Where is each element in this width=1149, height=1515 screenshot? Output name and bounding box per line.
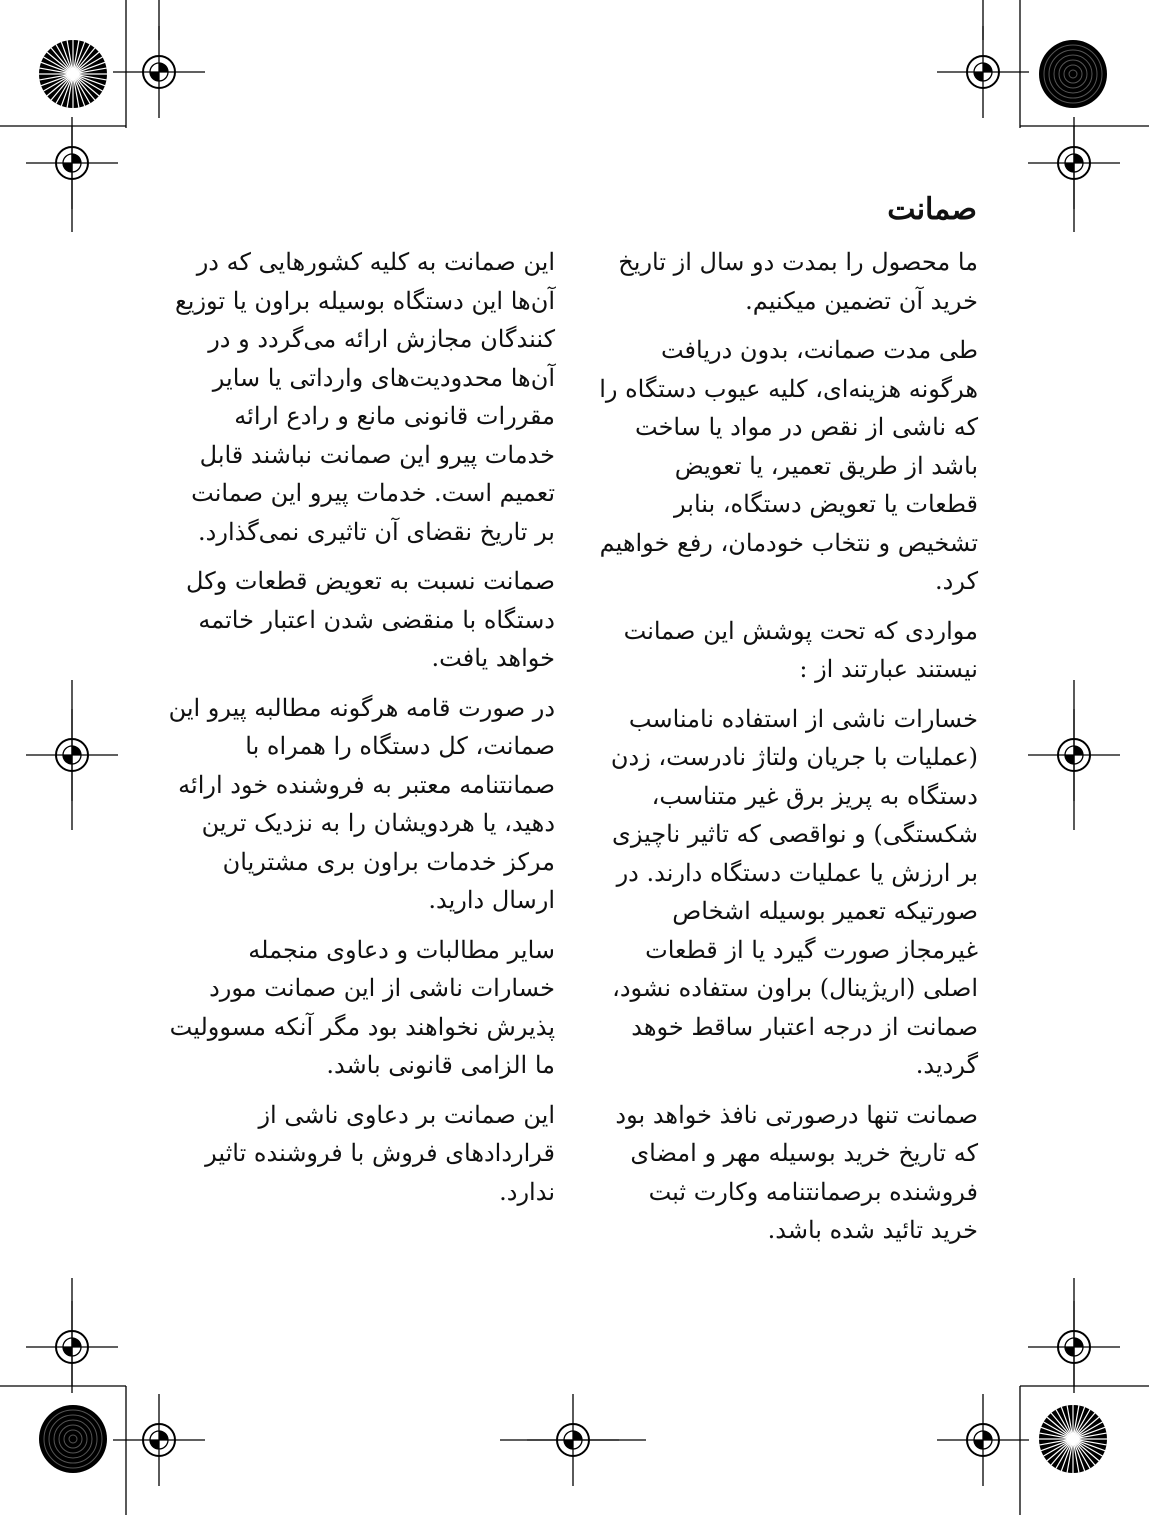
registration-mark-icon xyxy=(113,1394,205,1486)
registration-mark-icon xyxy=(937,1394,1029,1486)
paragraph: خسارات ناشی از استفاده نامناسب (عملیات با جریان ولتاژ نادرست، زدن دستگاه به پریز برق غیر متناسب، شکستگی) و نواقصی که تاثیر ناچیزی بر ارزش یا عملیات دستگاه دارند. در صورتیکه تعمیر بوسیله اشخاص غیرمجاز صورت گیرد یا از قطعات اصلی (اریژینال) براون ستفاده نشود، صمانت از درجه اعتبار ساقط خوهد گردید. xyxy=(610,704,978,1079)
left-column xyxy=(165,243,555,1222)
paragraph: مواردی که تحت پوشش این صمانت نیستند عبارتند از : xyxy=(623,616,978,683)
concentric-mark-icon xyxy=(39,1405,107,1473)
right-column xyxy=(598,243,978,1261)
paragraph: سایر مطالبات و دعاوی منجمله خسارات ناشی از این صمانت مورد پذیرش نخواهند بود مگر آنکه مسوولیت ما الزامی قانونی باشد. xyxy=(169,935,555,1079)
paragraph: در صورت قامه هرگونه مطالبه پیرو این صمانت، کل دستگاه را همراه با صمانتنامه معتبر به فروشنده خود ارائه دهید، یا هردویشان را به نزدیک ترین مرکز خدمات براون بری مشتریان ارسال دارید. xyxy=(168,693,555,914)
paragraph: صمانت نسبت به تعویض قطعات وکل دستگاه با منقضی شدن اعتبار خاتمه خواهد یافت. xyxy=(186,567,555,672)
paragraph: صمانت تنها درصورتی نافذ خواهد بود که تاریخ خرید بوسیله مهر و امضای فروشنده برصمانتنامه وکارت ثبت خرید تائید شده باشد. xyxy=(615,1100,978,1244)
paragraph: طی مدت صمانت، بدون دریافت هرگونه هزینه‌ای، کلیه عیوب دستگاه را که ناشی از نقص در مواد یا ساخت باشد از طریق تعمیر، یا تعویض قطعات یا تعویض دستگاه، بنابر تشخیص و نتخاب خودمان، رفع خواهیم کرد. xyxy=(599,336,978,595)
paragraph: این صمانت بر دعاوی ناشی از قراردادهای فروش با فروشنده تاثیر ندارد. xyxy=(205,1100,555,1206)
page-title: صمانت xyxy=(887,192,977,227)
starburst-mark-icon xyxy=(39,40,107,108)
paragraph: ما محصول را بمدت دو سال از تاریخ خرید آن تضمین میکنیم. xyxy=(618,248,978,315)
concentric-mark-icon xyxy=(1039,40,1107,108)
starburst-mark-icon xyxy=(1039,1405,1107,1473)
paragraph: این صمانت به کلیه کشورهایی که در آن‌ها این دستگاه بوسیله براون یا توزیع کنندگان مجازش ارائه می‌گردد و در آن‌ها محدودیت‌های وارداتی یا سایر مقررات قانونی مانع و رادع ارائه خدمات پیرو این صمانت نباشند قابل تعمیم است. خدمات پیرو این صمانت بر تاریخ نقضای آن تاثیری نمی‌گذارد. xyxy=(175,248,555,546)
